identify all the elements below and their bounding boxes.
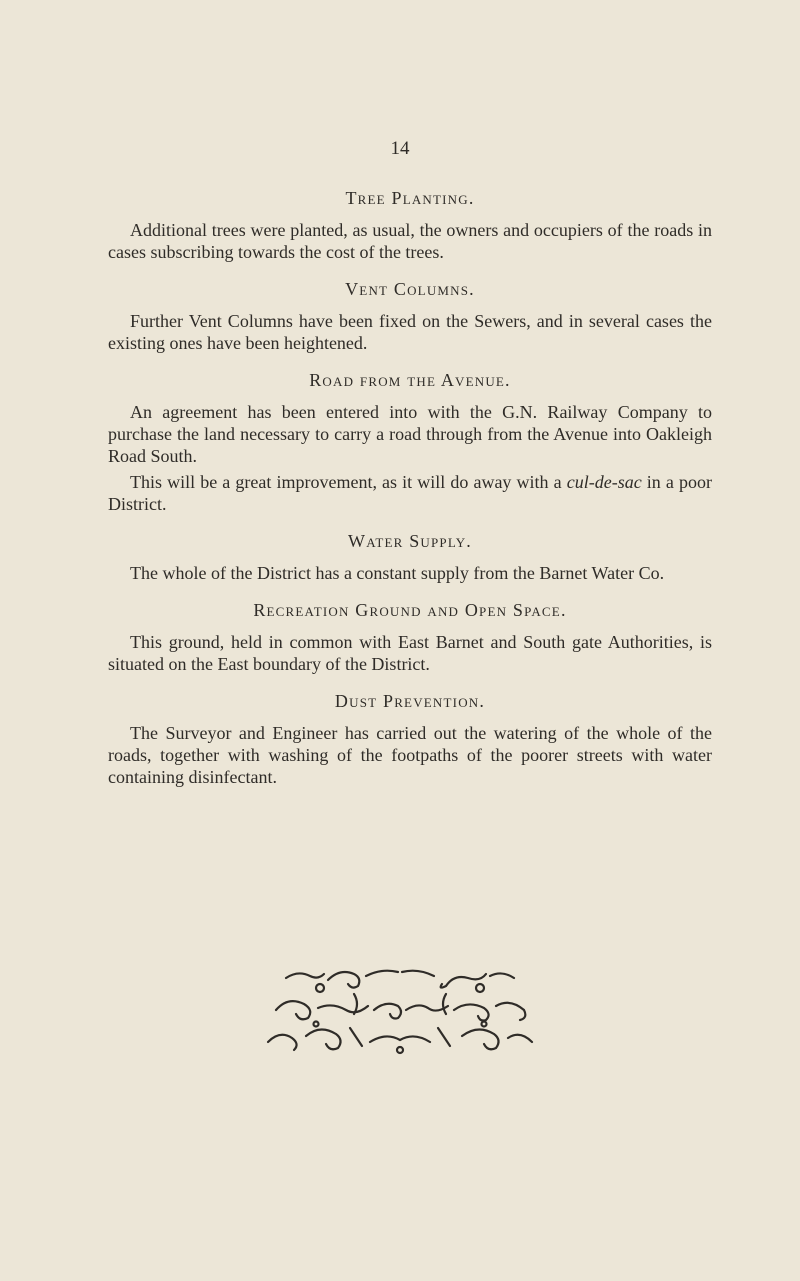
heading-vent-columns: Vent Columns. bbox=[345, 279, 475, 299]
heading-tree-planting: Tree Planting. bbox=[345, 188, 475, 208]
floral-scroll-ornament-icon bbox=[258, 966, 542, 1060]
road-improvement-text-start: This will be a great improvement, as it will do away with a bbox=[130, 472, 567, 492]
paragraph-water-supply: The whole of the District has a constant supply from the Barnet Water Co. bbox=[130, 563, 665, 583]
paragraph-tree-planting: Additional trees were planted, as usual, the owners and occupiers of the roads in cases subscribing towards the cost of the trees. bbox=[108, 220, 712, 262]
heading-recreation-ground: Recreation Ground and Open Space. bbox=[253, 600, 567, 620]
cul-de-sac-term: cul-de-sac bbox=[566, 472, 642, 492]
paragraph-road-agreement: An agreement has been entered into with the G.N. Railway Company to purchase the land necessary to carry a road through from the Avenue into Oakleigh Road South. bbox=[108, 402, 712, 466]
heading-road-from-avenue: Road from the Avenue. bbox=[309, 370, 511, 390]
paragraph-road-improvement bbox=[108, 471, 712, 515]
page-body bbox=[108, 188, 712, 804]
road-improvement-text-end: in a poor District. bbox=[108, 472, 712, 514]
paragraph-vent-columns: Further Vent Columns have been fixed on the Sewers, and in several cases the existing ones have been heightened. bbox=[108, 311, 712, 353]
heading-water-supply: Water Supply. bbox=[348, 531, 472, 551]
paragraph-dust-prevention: The Surveyor and Engineer has carried out the watering of the whole of the roads, together with washing of the footpaths of the poorer streets with water containing disinfectant. bbox=[108, 723, 712, 787]
paragraph-recreation-ground: This ground, held in common with East Barnet and South gate Authorities, is situated on the East boundary of the District. bbox=[108, 632, 712, 674]
heading-dust-prevention: Dust Prevention. bbox=[334, 691, 486, 711]
page-number: 14 bbox=[390, 138, 410, 159]
